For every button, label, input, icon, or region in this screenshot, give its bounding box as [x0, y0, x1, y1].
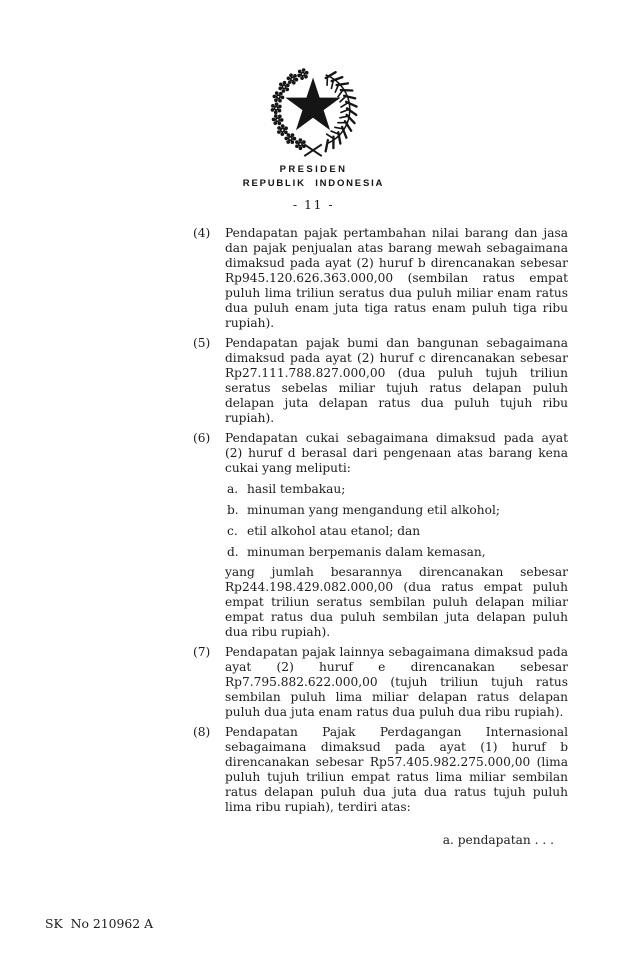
paragraph-body — [225, 725, 568, 815]
cotton-blossom — [295, 138, 306, 150]
document-body — [193, 226, 568, 848]
sub-item-text: hasil tembakau; — [247, 482, 346, 496]
paragraph-body — [225, 431, 568, 640]
cotton-blossom — [284, 133, 296, 144]
footer-doc-code: SK No 210962 A — [45, 916, 154, 931]
paragraph-item — [193, 336, 568, 426]
paragraph-number: (4) — [193, 226, 211, 240]
paragraph-body — [225, 226, 568, 331]
cotton-blossom — [272, 91, 284, 102]
sub-item-text: minuman berpemanis dalam kemasan, — [247, 545, 486, 559]
sub-item — [227, 482, 568, 497]
paragraph-item — [193, 431, 568, 640]
rice-grain — [340, 97, 345, 102]
cotton-blossom — [286, 73, 298, 84]
cotton-blossom — [297, 68, 308, 80]
paragraph-continuation: yang jumlah besarannya direncanakan sebesar Rp244.198.429.082.000,00 (dua ratus empat puluh empat triliun seratus sembilan puluh delapan miliar empat ratus dua puluh sembilan juta delapan puluh dua ribu rupiah). — [225, 565, 568, 639]
sub-item-text: minuman yang mengandung etil alkohol; — [247, 503, 500, 517]
paragraph-number: (8) — [193, 725, 211, 739]
cotton-blossom — [278, 81, 289, 93]
sub-item — [227, 503, 568, 518]
paragraph-number: (6) — [193, 431, 211, 445]
catchword: a. pendapatan . . . — [442, 833, 554, 847]
sub-item-letter: d. — [227, 545, 239, 559]
paragraph-text: Pendapatan pajak pertambahan nilai barang dan jasa dan pajak penjualan atas barang mewah sebagaimana dimaksud pada ayat (2) huruf b direncanakan sebesar Rp945.120.626.363.000,00 (sembilan ratus empat puluh lima triliun seratus dua puluh miliar enam ratus dua puluh enam juta tiga ratus enam puluh tiga ribu rupiah). — [225, 226, 568, 330]
sub-item — [227, 545, 568, 560]
rice-grain — [339, 116, 346, 117]
cotton-blossom — [270, 102, 281, 114]
rice-grain — [331, 131, 338, 134]
letterhead-title: PRESIDEN — [279, 164, 348, 175]
rice-grain — [338, 91, 342, 97]
cotton-blossom — [271, 114, 283, 125]
sub-item-letter: a. — [227, 482, 239, 496]
rice-leaf — [325, 140, 327, 151]
sub-item-letter: b. — [227, 503, 239, 517]
letterhead-subtitle: REPUBLIK INDONESIA — [242, 178, 385, 189]
rice-grain — [341, 103, 347, 107]
paragraph-item — [193, 645, 568, 720]
paragraph-text: Pendapatan cukai sebagaimana dimaksud pada ayat (2) huruf d berasal dari pengenaan atas barang kena cukai yang meliputi: — [225, 431, 568, 475]
paragraph-text: Pendapatan pajak bumi dan bangunan sebagaimana dimaksud pada ayat (2) huruf c direncanakan sebesar Rp27.111.788.827.000,00 (dua puluh tujuh triliun seratus sebelas miliar tujuh ratus delapan puluh delapan juta delapan ratus dua puluh tujuh ribu rupiah). — [225, 336, 568, 425]
paragraph-item — [193, 725, 568, 815]
paragraph-body — [225, 645, 568, 720]
page-number: - 11 - — [292, 197, 335, 212]
presidential-emblem-icon — [259, 62, 369, 159]
paragraph-item — [193, 226, 568, 331]
paragraph-text: Pendapatan pajak lainnya sebagaimana dimaksud pada ayat (2) huruf e direncanakan sebesar Rp7.795.882.622.000,00 (tujuh triliun tujuh ratus sembilan puluh lima miliar delapan ratus delapan puluh dua juta enam ratus dua puluh dua ribu rupiah). — [225, 645, 568, 719]
paragraph-list — [193, 226, 568, 815]
rice-grain — [326, 134, 332, 138]
sub-item — [227, 524, 568, 539]
rice-grain — [335, 85, 338, 92]
sub-item-list — [227, 482, 568, 560]
cotton-blossom — [277, 124, 288, 136]
sub-item-letter: c. — [227, 524, 238, 538]
sub-item-text: etil alkohol atau etanol; dan — [247, 524, 421, 538]
rice-grain — [340, 110, 347, 113]
paragraph-body — [225, 336, 568, 426]
paragraph-number: (7) — [193, 645, 211, 659]
letterhead — [0, 0, 627, 212]
paragraph-text: Pendapatan Pajak Perdagangan Internasional sebagaimana dimaksud pada ayat (1) huruf b direncanakan sebesar Rp57.405.982.275.000,00 (lima puluh tujuh triliun empat ratus lima miliar sembilan ratus delapan puluh dua juta dua ratus tujuh puluh lima ribu rupiah), terdiri atas: — [225, 725, 568, 814]
paragraph-number: (5) — [193, 336, 211, 350]
